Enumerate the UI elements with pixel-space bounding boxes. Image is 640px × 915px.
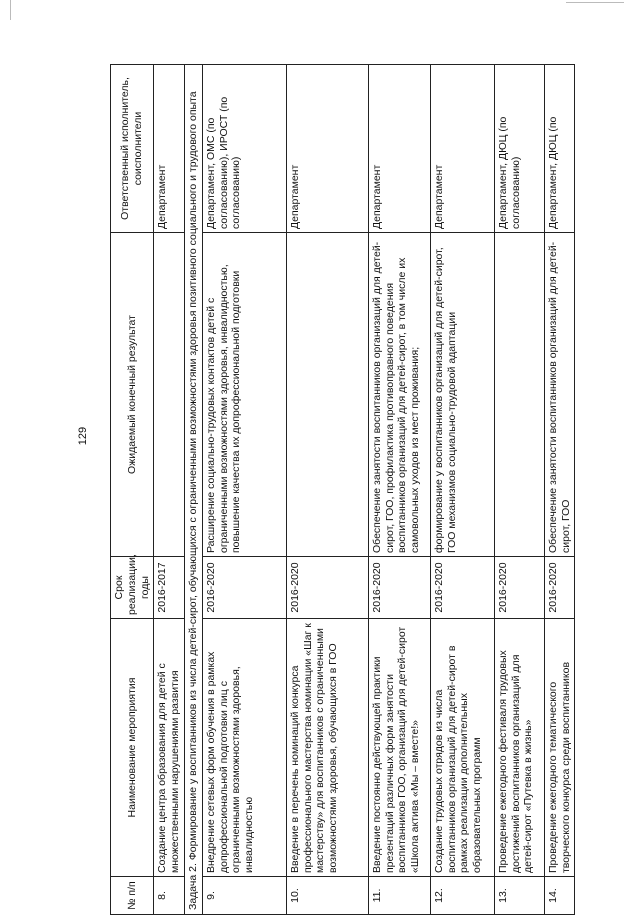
row-num: 13. [494,877,544,915]
scan-mark-left [10,0,11,20]
row-result [154,233,185,557]
table-row [494,65,544,915]
row-responsible: Департамент [368,65,430,233]
row-term: 2016-2020 [286,557,368,619]
row-num: 12. [430,877,494,915]
row-result: Обеспечение занятости воспитанников организаций для детей-сирот, ГОО, профилактика противоправного поведения воспитанников организаций для детей-сирот, в том числе их самовольных уходов из мест проживания; [368,233,430,557]
table-row [544,65,575,915]
row-responsible: Департамент, ДЮЦ (по согласованию) [494,65,544,233]
table-row [202,65,286,915]
row-responsible: Департамент [286,65,368,233]
row-activity: Введение в перечень номинаций конкурса профессионального мастерства номинации «Шаг к мастерству» для воспитанников с ограниченными возможностями здоровья, обучающихся в ГОО [286,619,368,877]
row-term: 2016-2020 [368,557,430,619]
row-responsible: Департамент, ОМС (по согласованию), ИРОСТ (по согласованию) [202,65,286,233]
row-activity: Проведение ежегодного тематического творческого конкурса среди воспитанников [544,619,575,877]
row-term: 2016-2017 [154,557,185,619]
scan-mark-right [566,2,624,3]
row-activity: Создание центра образования для детей с множественными нарушениями развития [154,619,185,877]
header-num: № п/п [111,877,154,915]
header-result: Ожидаемый конечный результат [111,233,154,557]
header-term: Срок реализации, годы [111,557,154,619]
row-result [494,233,544,557]
row-term: 2016-2020 [202,557,286,619]
header-activity: Наименование мероприятия [111,619,154,877]
table-row [154,65,185,915]
row-num: 14. [544,877,575,915]
header-responsible: Ответственный исполнитель, соисполнители [111,65,154,233]
table-header-row [111,65,154,915]
table-row [368,65,430,915]
row-activity: Проведение ежегодного фестиваля трудовых достижений воспитанников организаций для детей-сирот «Путевка в жизнь» [494,619,544,877]
row-activity: Внедрение сетевых форм обучения в рамках допрофессиональной подготовки лиц с ограниченными возможностями здоровья, инвалидностью [202,619,286,877]
row-term: 2016-2020 [430,557,494,619]
task-2-heading: Задача 2. Формирование у воспитанников из числа детей-сирот, обучающихся с ограниченными возможностями здоровья позитивного социального и трудового опыта [184,65,202,915]
table-row [286,65,368,915]
row-responsible: Департамент [154,65,185,233]
row-activity: Введение постоянно действующей практики презентаций различных форм занятости воспитанников ГОО, организаций для детей-сирот «Школа актива «Мы – вместе!» [368,619,430,877]
row-result: Обеспечение занятости воспитанников организаций для детей-сирот, ГОО [544,233,575,557]
row-result: формирование у воспитанников организаций для детей-сирот, ГОО механизмов социально-трудовой адаптации [430,233,494,557]
row-activity: Создание трудовых отрядов из числа воспитанников организаций для детей-сирот в рамках реализации дополнительных образовательных программ [430,619,494,877]
row-result [286,233,368,557]
row-term: 2016-2020 [494,557,544,619]
row-num: 9. [202,877,286,915]
row-num: 11. [368,877,430,915]
row-num: 10. [286,877,368,915]
table-row [430,65,494,915]
row-result: Расширение социально-трудовых контактов детей с ограниченными возможностями здоровья, инвалидностью, повышение качества их допрофессиональной подготовки [202,233,286,557]
task-row [184,65,202,915]
rotated-table-sheet [110,65,625,915]
page-number: 129 [77,426,89,446]
row-responsible: Департамент [430,65,494,233]
row-term: 2016-2020 [544,557,575,619]
row-responsible: Департамент, ДЮЦ (по [544,65,575,233]
row-num: 8. [154,877,185,915]
measures-table [110,64,575,915]
